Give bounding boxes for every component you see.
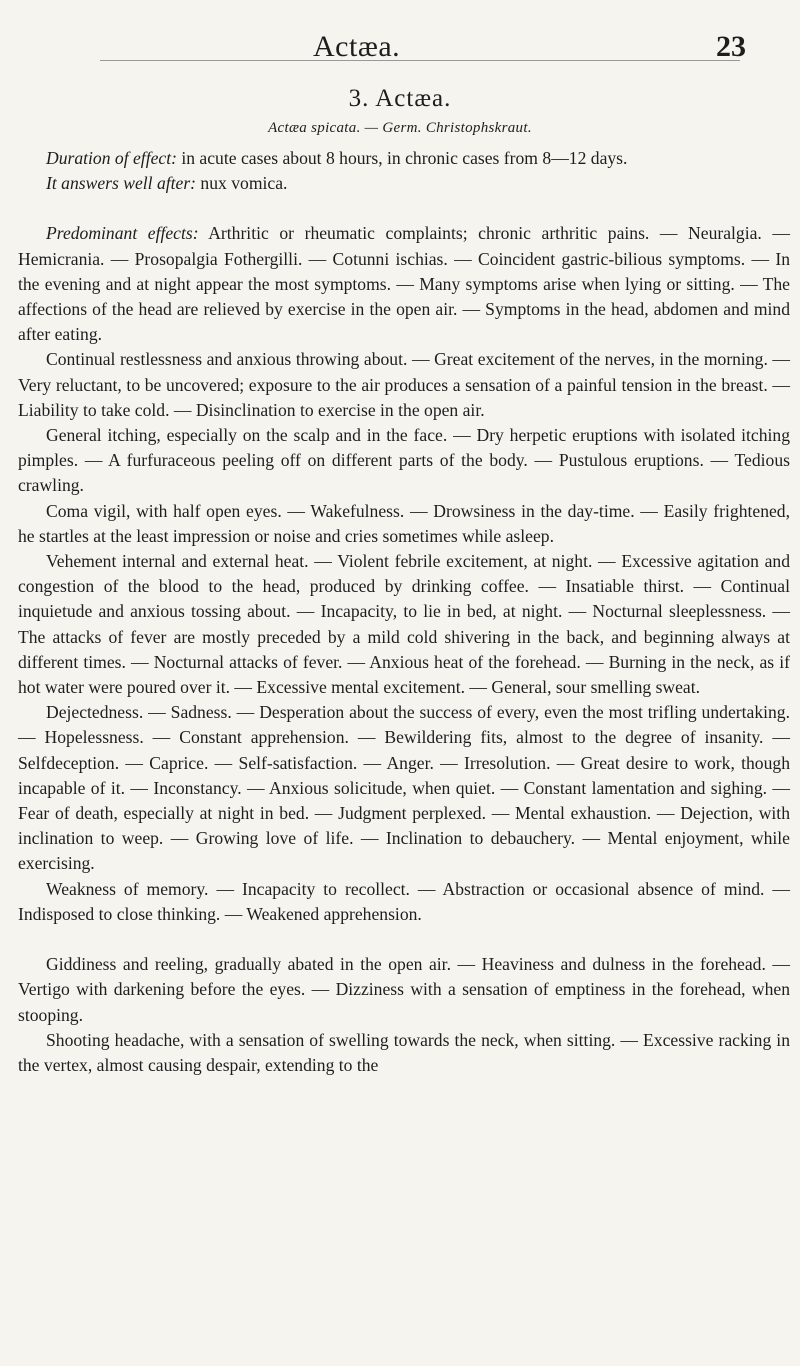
running-head-title: Actæa. xyxy=(313,30,401,63)
antidote-label: It answers well after: xyxy=(46,173,197,194)
section-title: 3. Actæa. xyxy=(348,85,452,112)
section-synonyms: Actæa spicata. — Germ. Christophskraut. xyxy=(268,120,532,136)
predominant-effects-label: Predominant effects: xyxy=(46,223,199,244)
antidote-paragraph xyxy=(18,171,790,196)
symptom-paragraph: Shooting headache, with a sensation of swelling towards the neck, when sitting. — Excessive racking in the vertex, almost causing despair, extending to the xyxy=(18,1029,790,1075)
symptom-paragraph: Weakness of memory. — Incapacity to recollect. — Abstraction or occasional absence of mind. — Indisposed to close thinking. — Weakened apprehension. xyxy=(18,878,790,924)
symptom-paragraph: Continual restlessness and anxious throwing about. — Great excitement of the nerves, in the morning. — Very reluctant, to be uncovered; exposure to the air produces a sensation of a painful tension in the breast. — Liability to take cold. — Disinclination to exercise in the open air. xyxy=(18,349,790,420)
symptom-paragraph: Giddiness and reeling, gradually abated in the open air. — Heaviness and dulness in the forehead. — Vertigo with darkening before the eyes. — Dizziness with a sensation of emptiness in the forehead, when stooping. xyxy=(18,954,790,1025)
symptom-paragraph: General itching, especially on the scalp and in the face. — Dry herpetic eruptions with isolated itching pimples. — A furfuraceous peeling off on different parts of the body. — Pustulous eruptions. — Tedious crawling. xyxy=(18,425,790,496)
duration-text: in acute cases about 8 hours, in chronic cases from 8—12 days. xyxy=(176,148,628,168)
duration-label: Duration of effect: xyxy=(46,148,177,168)
antidote-text: nux vomica. xyxy=(196,173,288,194)
symptom-paragraph: Vehement internal and external heat. — Violent febrile excitement, at night. — Excessive agitation and congestion of the blood to the head, produced by drinking coffee. — Insatiable thirst. — Continual inquietude and anxious tossing about. — Incapacity, to lie in bed, at night. — Nocturnal sleeplessness. — The attacks of fever are mostly preceded by a mild cold shivering in the back, and beginning always at different times. — Nocturnal attacks of fever. — Anxious heat of the forehead. — Burning in the neck, as if hot water were poured over it. — Excessive mental excitement. — General, sour smelling sweat. xyxy=(18,551,790,698)
predominant-effects-paragraph xyxy=(18,221,790,347)
body-text xyxy=(18,146,790,1078)
page-number: 23 xyxy=(716,30,746,63)
symptom-paragraph: Coma vigil, with half open eyes. — Wakefulness. — Drowsiness in the day-time. — Easily frightened, he startles at the least impression or noise and cries sometimes while asleep. xyxy=(18,500,790,546)
duration-paragraph xyxy=(18,146,790,171)
header-rule xyxy=(100,60,740,61)
symptom-paragraph: Dejectedness. — Sadness. — Desperation about the success of every, even the most trifling undertaking. — Hopelessness. — Constant apprehension. — Bewildering fits, almost to the degree of insanity. — Selfdeception. — Caprice. — Self-satisfaction. — Anger. — Irresolution. — Great desire to work, though incapable of it. — Inconstancy. — Anxious solicitude, when quiet. — Constant lamentation and sighing. — Fear of death, especially at night in bed. — Judgment perplexed. — Mental exhaustion. — Dejection, with inclination to weep. — Growing love of life. — Inclination to debauchery. — Mental enjoyment, while exercising. xyxy=(18,702,790,874)
running-head xyxy=(0,30,800,70)
predominant-effects-text: Arthritic or rheumatic complaints; chronic arthritic pains. — Neuralgia. — Hemicrania. — Prosopalgia Fothergilli. — Cotunni ischias. — Coincident gastric-bilious symptoms. — In the evening and at night appear the most symptoms. — Many symptoms arise when lying or sitting. — The affections of the head are relieved by exercise in the open air. — Symptoms in the head, abdomen and mind after eating. xyxy=(18,223,790,345)
